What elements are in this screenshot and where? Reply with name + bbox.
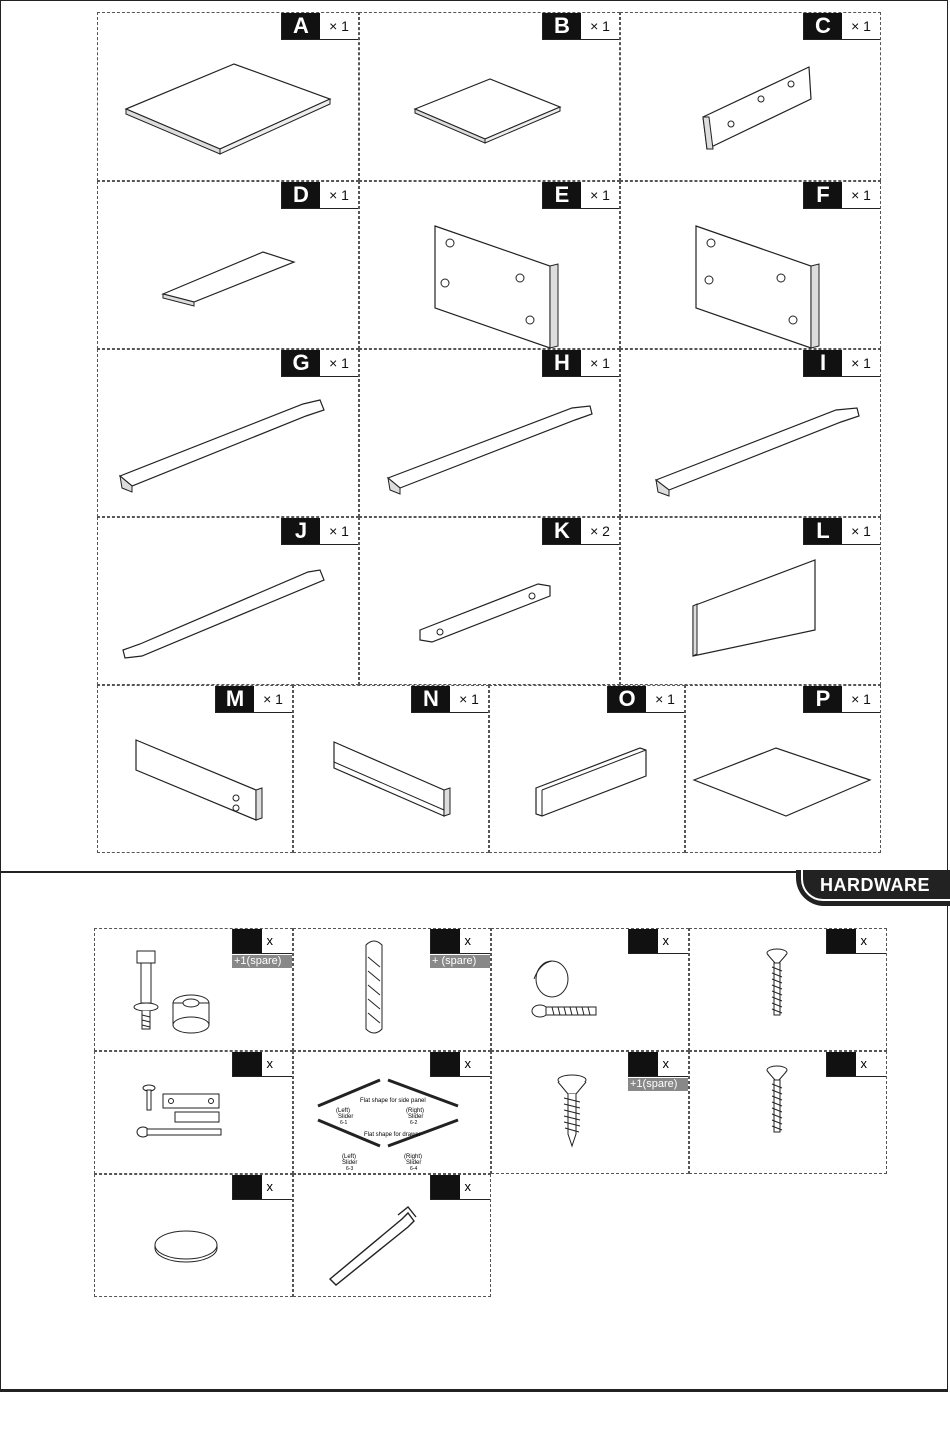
part-letter: C — [804, 13, 842, 39]
panel-d-icon — [98, 208, 360, 350]
hardware-qty: x — [460, 1175, 490, 1199]
slider-right-1c: 6-2 — [410, 1120, 418, 1126]
hardware-qty: x — [262, 1052, 292, 1076]
slider-left-2: (Left) — [342, 1154, 357, 1160]
wood-dowel-icon — [354, 937, 394, 1047]
part-label — [281, 182, 358, 209]
part-letter: O — [608, 686, 646, 712]
part-label — [542, 350, 619, 377]
part-qty: × 2 — [581, 518, 619, 544]
part-qty: × 1 — [842, 686, 880, 712]
part-qty: × 1 — [320, 13, 358, 39]
panel-f-icon — [621, 208, 882, 350]
hardware-qty: x — [460, 1052, 490, 1076]
part-label — [542, 182, 619, 209]
leg-j-icon — [98, 544, 360, 686]
hardware-cell-4 — [689, 928, 887, 1051]
part-letter: D — [282, 182, 320, 208]
part-cell-k — [359, 517, 620, 685]
part-letter: H — [543, 350, 581, 376]
slider-left-2b: Slider — [342, 1160, 358, 1166]
slider-right-2b: Slider — [406, 1160, 422, 1166]
panel-n-icon — [294, 712, 490, 854]
part-cell-d — [97, 181, 359, 349]
part-cell-f — [620, 181, 881, 349]
slider-right-1b: Slider — [408, 1114, 424, 1120]
part-letter: I — [804, 350, 842, 376]
part-cell-a — [97, 12, 359, 181]
hardware-qty: x — [856, 1052, 886, 1076]
part-qty: × 1 — [842, 518, 880, 544]
slider-right-2c: 6-4 — [410, 1166, 418, 1172]
part-cell-l — [620, 517, 881, 685]
part-qty: × 1 — [320, 350, 358, 376]
hardware-label — [628, 1052, 688, 1091]
slider-left-1c: 6-1 — [340, 1120, 348, 1126]
part-cell-p — [685, 685, 881, 853]
hardware-cell-1 — [94, 928, 293, 1051]
panel-a-icon — [98, 39, 360, 182]
part-letter: F — [804, 182, 842, 208]
rail-k-icon — [360, 544, 621, 686]
part-label — [607, 686, 684, 713]
part-qty: × 1 — [842, 350, 880, 376]
part-qty: × 1 — [450, 686, 488, 712]
allen-key-icon — [322, 1199, 422, 1289]
hardware-cell-10 — [293, 1174, 491, 1297]
hardware-label — [430, 1175, 490, 1200]
part-qty: × 1 — [842, 182, 880, 208]
hardware-qty: x — [460, 929, 490, 953]
part-label — [803, 686, 880, 713]
part-cell-m — [97, 685, 293, 853]
spare-note: + (spare) — [430, 955, 490, 968]
part-letter: M — [216, 686, 254, 712]
part-letter: K — [543, 518, 581, 544]
hardware-qty: x — [658, 929, 688, 953]
part-label — [803, 13, 880, 40]
part-label — [803, 518, 880, 545]
hardware-label — [826, 1052, 886, 1077]
cam-lock-icon — [115, 939, 225, 1049]
slider-right-2: (Right) — [404, 1154, 423, 1160]
hardware-label — [232, 1052, 292, 1077]
part-qty: × 1 — [320, 518, 358, 544]
hardware-cell-7 — [491, 1051, 689, 1174]
leg-h-icon — [360, 376, 621, 518]
part-cell-b — [359, 12, 620, 181]
part-qty: × 1 — [581, 350, 619, 376]
part-cell-c — [620, 12, 881, 181]
panel-m-icon — [98, 712, 294, 854]
hardware-cell-8 — [689, 1051, 887, 1174]
knob-icon — [522, 949, 612, 1029]
part-letter: B — [543, 13, 581, 39]
part-label — [215, 686, 292, 713]
long-screw-icon — [762, 947, 792, 1027]
part-letter: A — [282, 13, 320, 39]
panel-c-icon — [621, 39, 882, 182]
part-label — [411, 686, 488, 713]
panel-p-icon — [686, 712, 882, 854]
part-letter: J — [282, 518, 320, 544]
part-cell-n — [293, 685, 489, 853]
short-screw-icon — [552, 1072, 592, 1152]
part-label — [803, 350, 880, 377]
hardware-qty: x — [658, 1052, 688, 1076]
hardware-tab — [796, 870, 950, 906]
hardware-cell-5 — [94, 1051, 293, 1174]
panel-o-icon — [490, 712, 686, 854]
slider-left-2c: 6-3 — [346, 1166, 354, 1172]
slider-left-1b: Slider — [338, 1114, 354, 1120]
part-cell-h — [359, 349, 620, 517]
part-label — [542, 518, 619, 545]
part-letter: N — [412, 686, 450, 712]
hardware-label — [430, 929, 490, 968]
part-label — [281, 13, 358, 40]
hardware-label — [826, 929, 886, 954]
part-cell-g — [97, 349, 359, 517]
slider-caption-2: Flat shape for drawer — [364, 1132, 421, 1138]
medium-screw-icon — [762, 1064, 792, 1144]
panel-l-icon — [621, 544, 882, 686]
part-cell-o — [489, 685, 685, 853]
leg-g-icon — [98, 376, 360, 518]
hardware-title: HARDWARE — [820, 875, 930, 895]
drawer-slider-icon — [308, 1074, 478, 1172]
part-label — [803, 182, 880, 209]
part-qty: × 1 — [320, 182, 358, 208]
part-cell-i — [620, 349, 881, 517]
part-letter: E — [543, 182, 581, 208]
hardware-label — [628, 929, 688, 954]
hardware-qty: x — [262, 1175, 292, 1199]
part-qty: × 1 — [254, 686, 292, 712]
anti-tip-kit-icon — [131, 1082, 271, 1162]
hardware-cell-2 — [293, 928, 491, 1051]
spare-note: +1(spare) — [628, 1078, 688, 1091]
felt-pad-icon — [151, 1227, 221, 1267]
hardware-cell-3 — [491, 928, 689, 1051]
part-letter: L — [804, 518, 842, 544]
slider-right-1: (Right) — [406, 1108, 425, 1114]
panel-b-icon — [360, 39, 621, 182]
hardware-label — [232, 1175, 292, 1200]
hardware-qty: x — [856, 929, 886, 953]
hardware-cell-9 — [94, 1174, 293, 1297]
slider-left-1: (Left) — [336, 1108, 351, 1114]
hardware-cell-6 — [293, 1051, 491, 1174]
leg-i-icon — [621, 376, 882, 518]
hardware-label — [232, 929, 292, 968]
part-label — [542, 13, 619, 40]
part-qty: × 1 — [646, 686, 684, 712]
part-qty: × 1 — [581, 182, 619, 208]
slider-caption-1: Flat shape for side panel — [360, 1098, 426, 1104]
part-label — [281, 350, 358, 377]
part-letter: G — [282, 350, 320, 376]
part-cell-j — [97, 517, 359, 685]
part-letter: P — [804, 686, 842, 712]
part-qty: × 1 — [581, 13, 619, 39]
hardware-qty: x — [262, 929, 292, 953]
panel-e-icon — [360, 208, 621, 350]
spare-note: +1(spare) — [232, 955, 292, 968]
part-cell-e — [359, 181, 620, 349]
part-label — [281, 518, 358, 545]
part-qty: × 1 — [842, 13, 880, 39]
